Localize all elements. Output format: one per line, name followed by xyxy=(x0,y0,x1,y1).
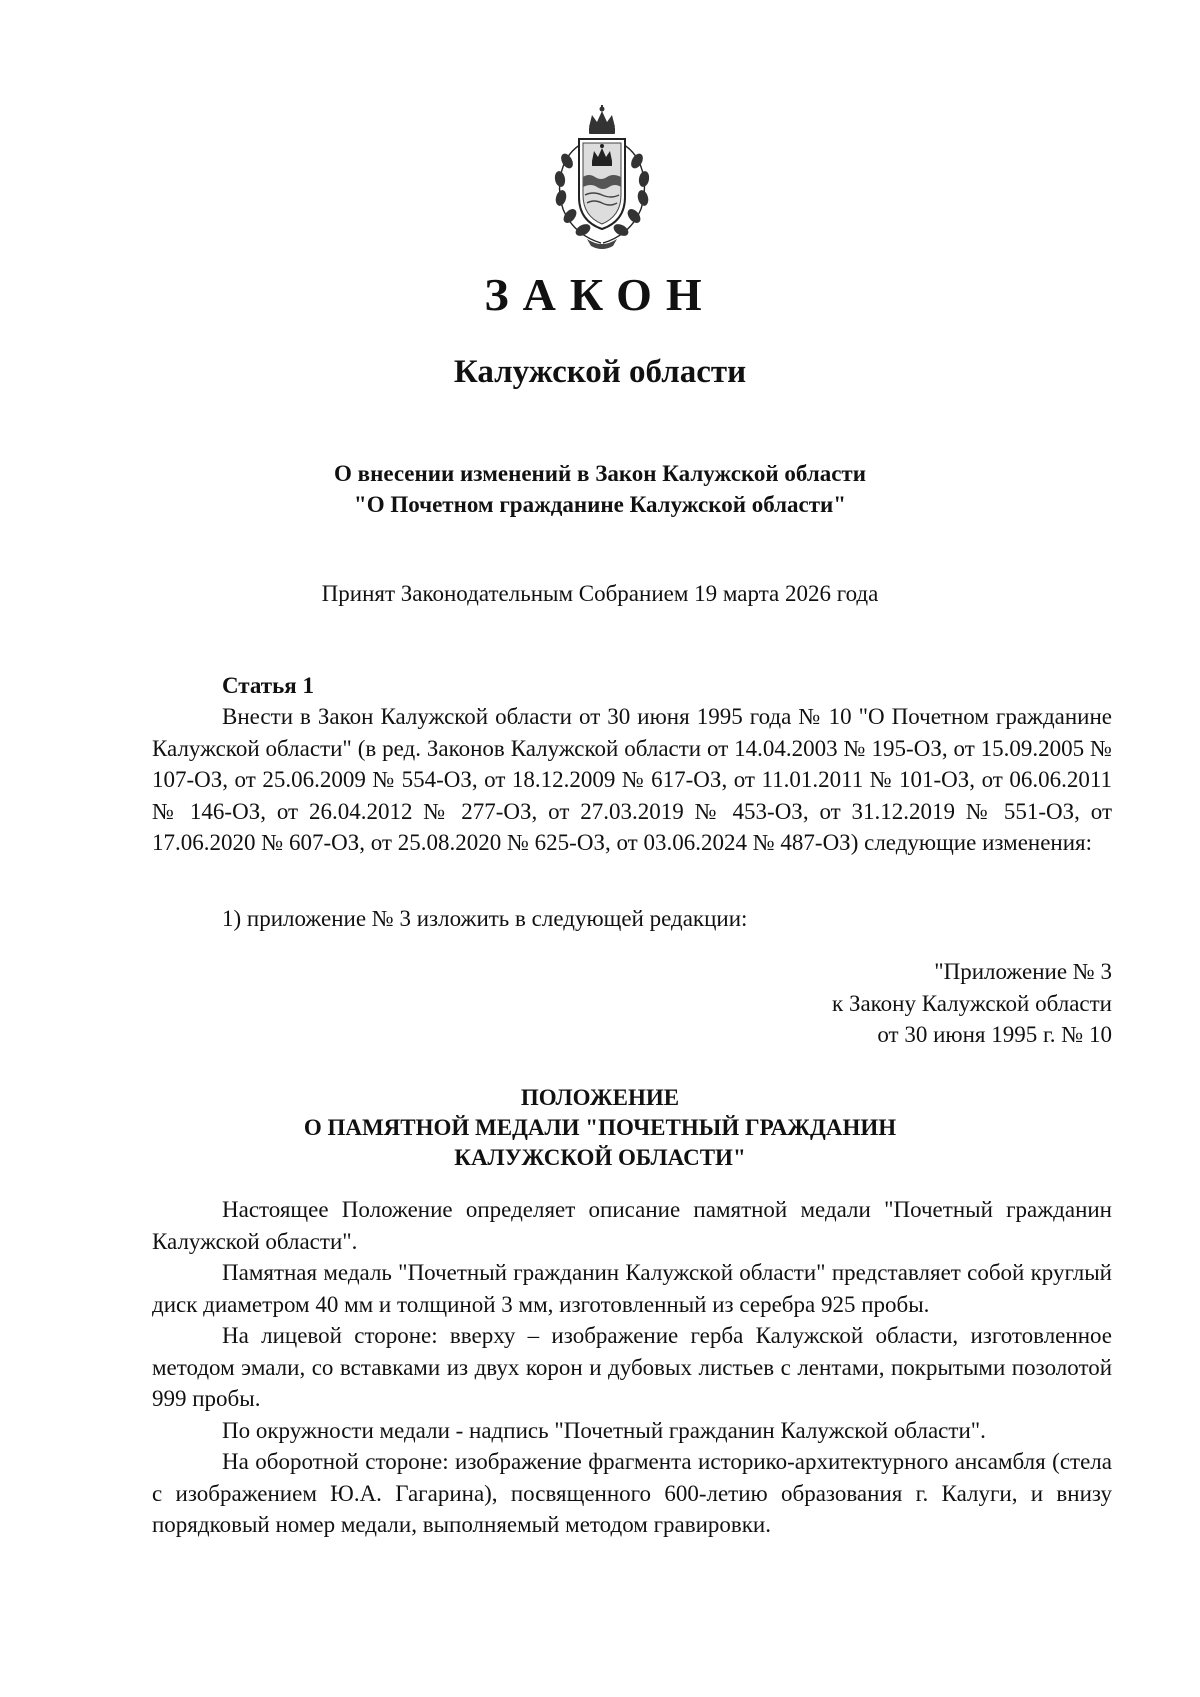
appendix-line-3: от 30 июня 1995 г. № 10 xyxy=(877,1022,1112,1047)
law-subject-line-2: "О Почетном гражданине Калужской области" xyxy=(353,492,847,517)
kaluga-coat-of-arms-icon xyxy=(543,105,661,250)
region-title: Калужской области xyxy=(453,354,747,390)
article-1-text: Внести в Закон Калужской области от 30 июня 1995 года № 10 "О Почетном гражданине Калужской области" (в ред. Законов Калужской области от 14.04.2003 № 195-ОЗ, от 15.09.2005 № 107-ОЗ, от 25.06.2009 № 554-ОЗ, от 18.12.2009 № 617-ОЗ, от 11.01.2011 № 101-ОЗ, от 06.06.2011 № 146-ОЗ, от 26.04.2012 № 277-ОЗ, от 27.03.2019 № 453-ОЗ, от 31.12.2019 № 551-ОЗ, от 17.06.2020 № 607-ОЗ, от 25.08.2020 № 625-ОЗ, от 03.06.2024 № 487-ОЗ) следующие изменения: xyxy=(152,704,1112,855)
regulation-title xyxy=(0,1083,1200,1173)
law-subject xyxy=(0,458,1200,520)
regulation-paragraph: По окружности медали - надпись "Почетный гражданин Калужской области". xyxy=(222,1417,986,1443)
regulation-body xyxy=(152,1194,1112,1541)
appendix-line-2: к Закону Калужской области xyxy=(832,990,1112,1016)
adoption-note: Принят Законодательным Собранием 19 марта 2026 года xyxy=(321,581,879,606)
regulation-title-line-3: КАЛУЖСКОЙ ОБЛАСТИ" xyxy=(454,1145,746,1170)
regulation-title-line-2: О ПАМЯТНОЙ МЕДАЛИ "ПОЧЕТНЫЙ ГРАЖДАНИН xyxy=(303,1115,897,1140)
law-title: ЗАКОН xyxy=(484,269,716,320)
law-subject-line-1: О внесении изменений в Закон Калужской области xyxy=(334,461,866,486)
regulation-paragraph: На лицевой стороне: вверху – изображение герба Калужской области, изготовленное методом эмали, со вставками из двух корон и дубовых листьев с лентами, покрытыми позолотой 999 пробы. xyxy=(152,1323,1112,1411)
regulation-paragraph: Настоящее Положение определяет описание памятной медали "Почетный гражданин Калужской области". xyxy=(152,1197,1112,1254)
regulation-title-line-1: ПОЛОЖЕНИЕ xyxy=(520,1085,680,1110)
regulation-paragraph: На оборотной стороне: изображение фрагмента историко-архитектурного ансамбля (стела с изображением Ю.А. Гагарина), посвященного 600-летию образования г. Калуги, и внизу порядковый номер медали, выполняемый методом гравировки. xyxy=(152,1449,1112,1537)
appendix-line-1: "Приложение № 3 xyxy=(934,959,1112,984)
regulation-paragraph: Памятная медаль "Почетный гражданин Калужской области" представляет собой круглый диск диаметром 40 мм и толщиной 3 мм, изготовленный из серебра 925 пробы. xyxy=(152,1260,1112,1317)
appendix-reference xyxy=(832,956,1112,1051)
article-1-item-1: 1) приложение № 3 изложить в следующей редакции: xyxy=(222,906,748,931)
article-1-heading: Статья 1 xyxy=(222,673,314,698)
